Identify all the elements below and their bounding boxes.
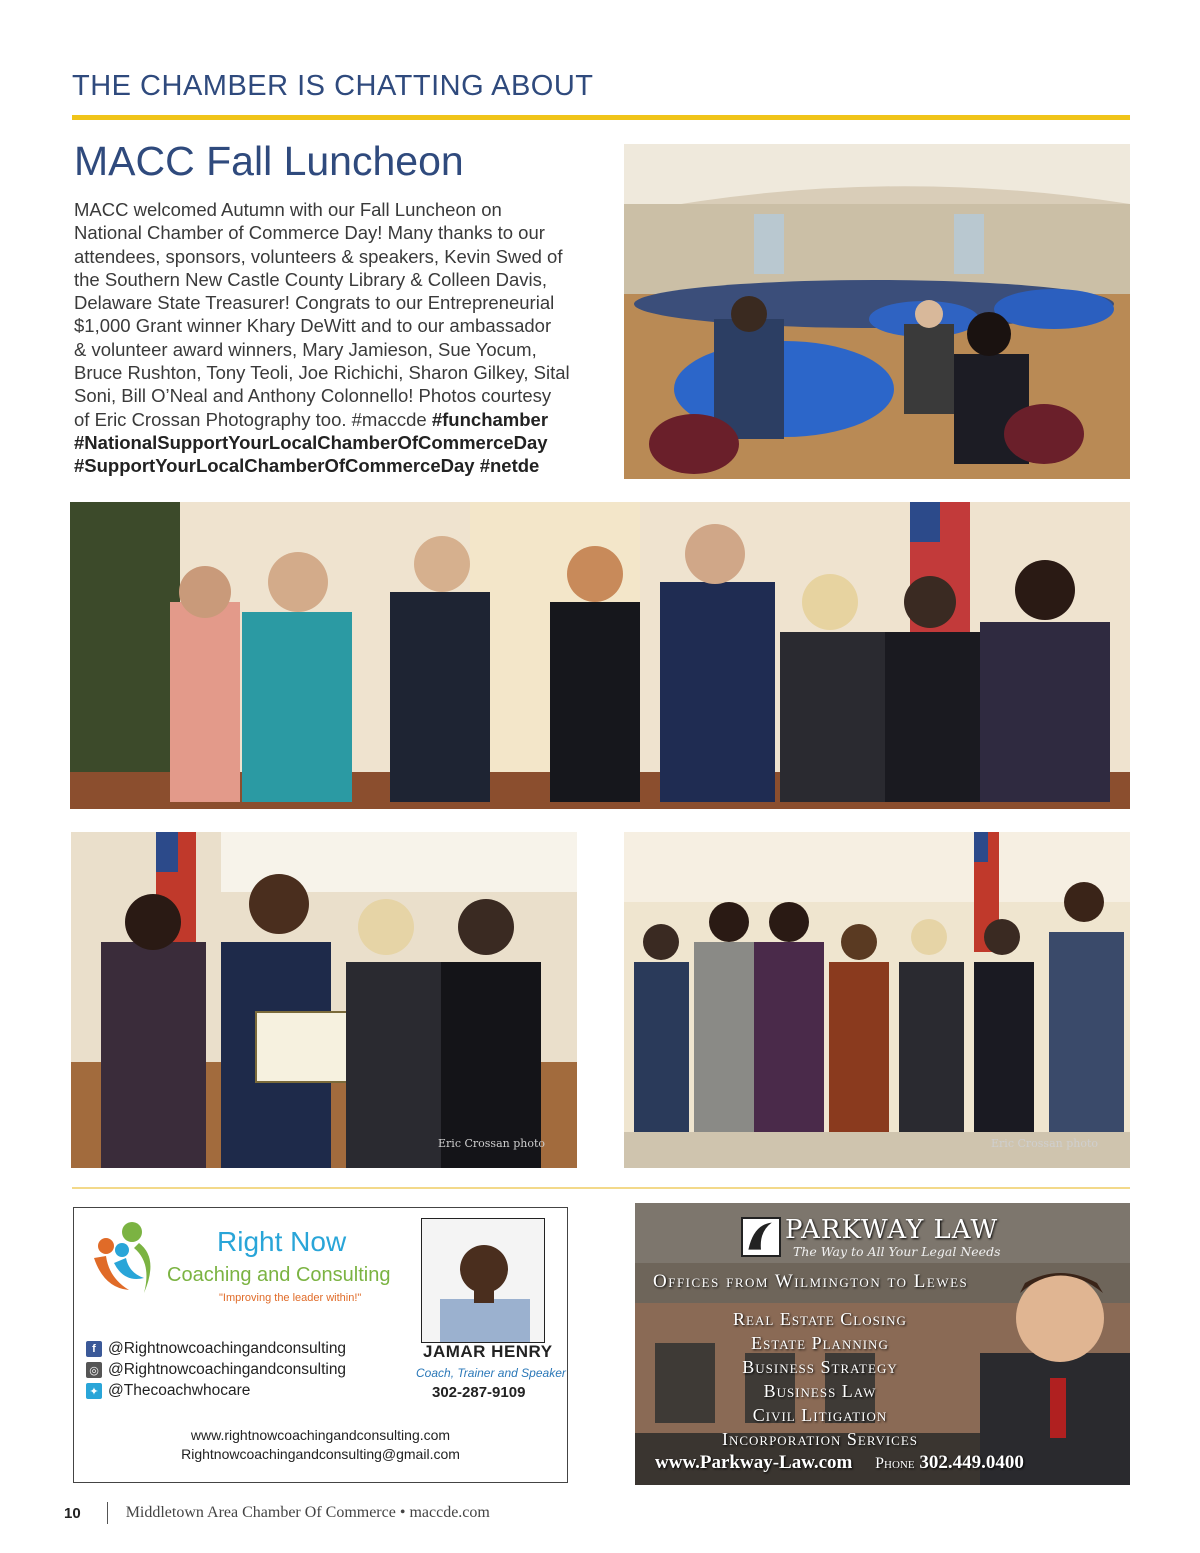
article-line: Delaware State Treasurer! Congrats to our Entrepreneurial	[74, 292, 555, 314]
parkway-phone[interactable]: 302.449.0400	[919, 1452, 1024, 1473]
photo-luncheon-room	[624, 144, 1130, 479]
footer-separator	[107, 1502, 108, 1524]
article-title: MACC Fall Luncheon	[74, 138, 464, 184]
parkway-tagline: The Way to All Your Legal Needs	[793, 1244, 1001, 1259]
article-line: the Southern New Castle County Library & Colleen Davis,	[74, 268, 548, 290]
twitter-icon: ✦	[86, 1383, 102, 1399]
rightnow-person-role: Coach, Trainer and Speaker	[416, 1366, 566, 1380]
article-line: attendees, sponsors, volunteers & speakers, Kevin Swed of	[74, 245, 563, 267]
facebook-icon: f	[86, 1341, 102, 1357]
page-footer	[64, 1502, 490, 1524]
parkway-name: PARKWAY LAW	[785, 1215, 999, 1245]
rightnow-person-name: JAMAR HENRY	[423, 1342, 553, 1361]
rightnow-email[interactable]: Rightnowcoachingandconsulting@gmail.com	[181, 1446, 460, 1462]
header-divider	[72, 115, 1130, 120]
photo-credit: Eric Crossan photo	[438, 1137, 545, 1150]
parkway-service: Estate Planning	[751, 1333, 889, 1353]
photo-award-winners	[70, 502, 1130, 809]
article-line: Soni, Bill O’Neal and Anthony Colonnello! Photos courtesy	[74, 385, 552, 407]
jamar-henry-photo	[421, 1218, 545, 1343]
hashtag-funchamber: #funchamber	[431, 408, 549, 430]
parkway-service: Real Estate Closing	[733, 1309, 907, 1329]
parkway-logo-icon	[741, 1217, 781, 1257]
parkway-website[interactable]: www.Parkway-Law.com	[655, 1452, 853, 1473]
parkway-service: Civil Litigation	[752, 1405, 888, 1425]
parkway-services-list	[695, 1307, 945, 1451]
article-line: National Chamber of Commerce Day! Many thanks to our	[74, 222, 545, 244]
photo-ambassadors	[624, 832, 1130, 1168]
hashtag-line	[74, 454, 584, 477]
parkway-service: Incorporation Services	[721, 1429, 919, 1449]
instagram-icon: ◎	[86, 1362, 102, 1378]
article-line: $1,000 Grant winner Khary DeWitt and to our ambassador	[74, 315, 552, 337]
rightnow-logo-icon	[84, 1218, 164, 1298]
article-line: Bruce Rushton, Tony Teoli, Joe Richichi, Sharon Gilkey, Sital	[74, 362, 570, 384]
parkway-service: Business Law	[763, 1381, 877, 1401]
ad-rightnow-coaching[interactable]	[73, 1207, 568, 1483]
facebook-handle[interactable]	[86, 1340, 346, 1358]
hashtag-line	[74, 431, 584, 454]
rightnow-phone[interactable]: 302-287-9109	[432, 1384, 526, 1401]
rightnow-website[interactable]: www.rightnowcoachingandconsulting.com	[190, 1427, 451, 1443]
parkway-offices: Offices from Wilmington to Lewes	[653, 1271, 969, 1292]
instagram-text: @Rightnowcoachingandconsulting	[108, 1361, 347, 1378]
rightnow-title: Right Now	[217, 1226, 347, 1257]
instagram-handle[interactable]	[86, 1361, 346, 1379]
twitter-text: @Thecoachwhocare	[108, 1382, 251, 1399]
parkway-contact	[655, 1452, 1024, 1474]
article-body	[74, 198, 584, 478]
section-title: THE CHAMBER IS CHATTING ABOUT	[72, 70, 594, 102]
twitter-handle[interactable]	[86, 1382, 250, 1400]
ads-divider	[72, 1187, 1130, 1189]
article-line: & volunteer award winners, Mary Jamieson, Sue Yocum,	[74, 338, 537, 360]
hashtag-national: #NationalSupportYourLocalChamberOfCommerceDay	[74, 431, 548, 453]
article-line-text: of Eric Crossan Photography too. #maccde	[74, 408, 432, 430]
page-number: 10	[64, 1504, 81, 1522]
publication-name: Middletown Area Chamber Of Commerce • maccde.com	[125, 1504, 490, 1521]
photo-credit: Eric Crossan photo	[991, 1137, 1098, 1150]
hashtag-support: #SupportYourLocalChamberOfCommerceDay #netde	[74, 455, 540, 477]
rightnow-tagline: "Improving the leader within!"	[219, 1292, 362, 1304]
parkway-phone-label: Phone	[875, 1455, 915, 1472]
facebook-text: @Rightnowcoachingandconsulting	[108, 1340, 347, 1357]
rightnow-subtitle: Coaching and Consulting	[167, 1264, 391, 1286]
article-line	[74, 408, 584, 431]
photo-certificate	[71, 832, 577, 1168]
parkway-service: Business Strategy	[742, 1357, 898, 1377]
ad-parkway-law[interactable]	[635, 1203, 1130, 1485]
article-line: MACC welcomed Autumn with our Fall Luncheon on	[74, 199, 502, 220]
